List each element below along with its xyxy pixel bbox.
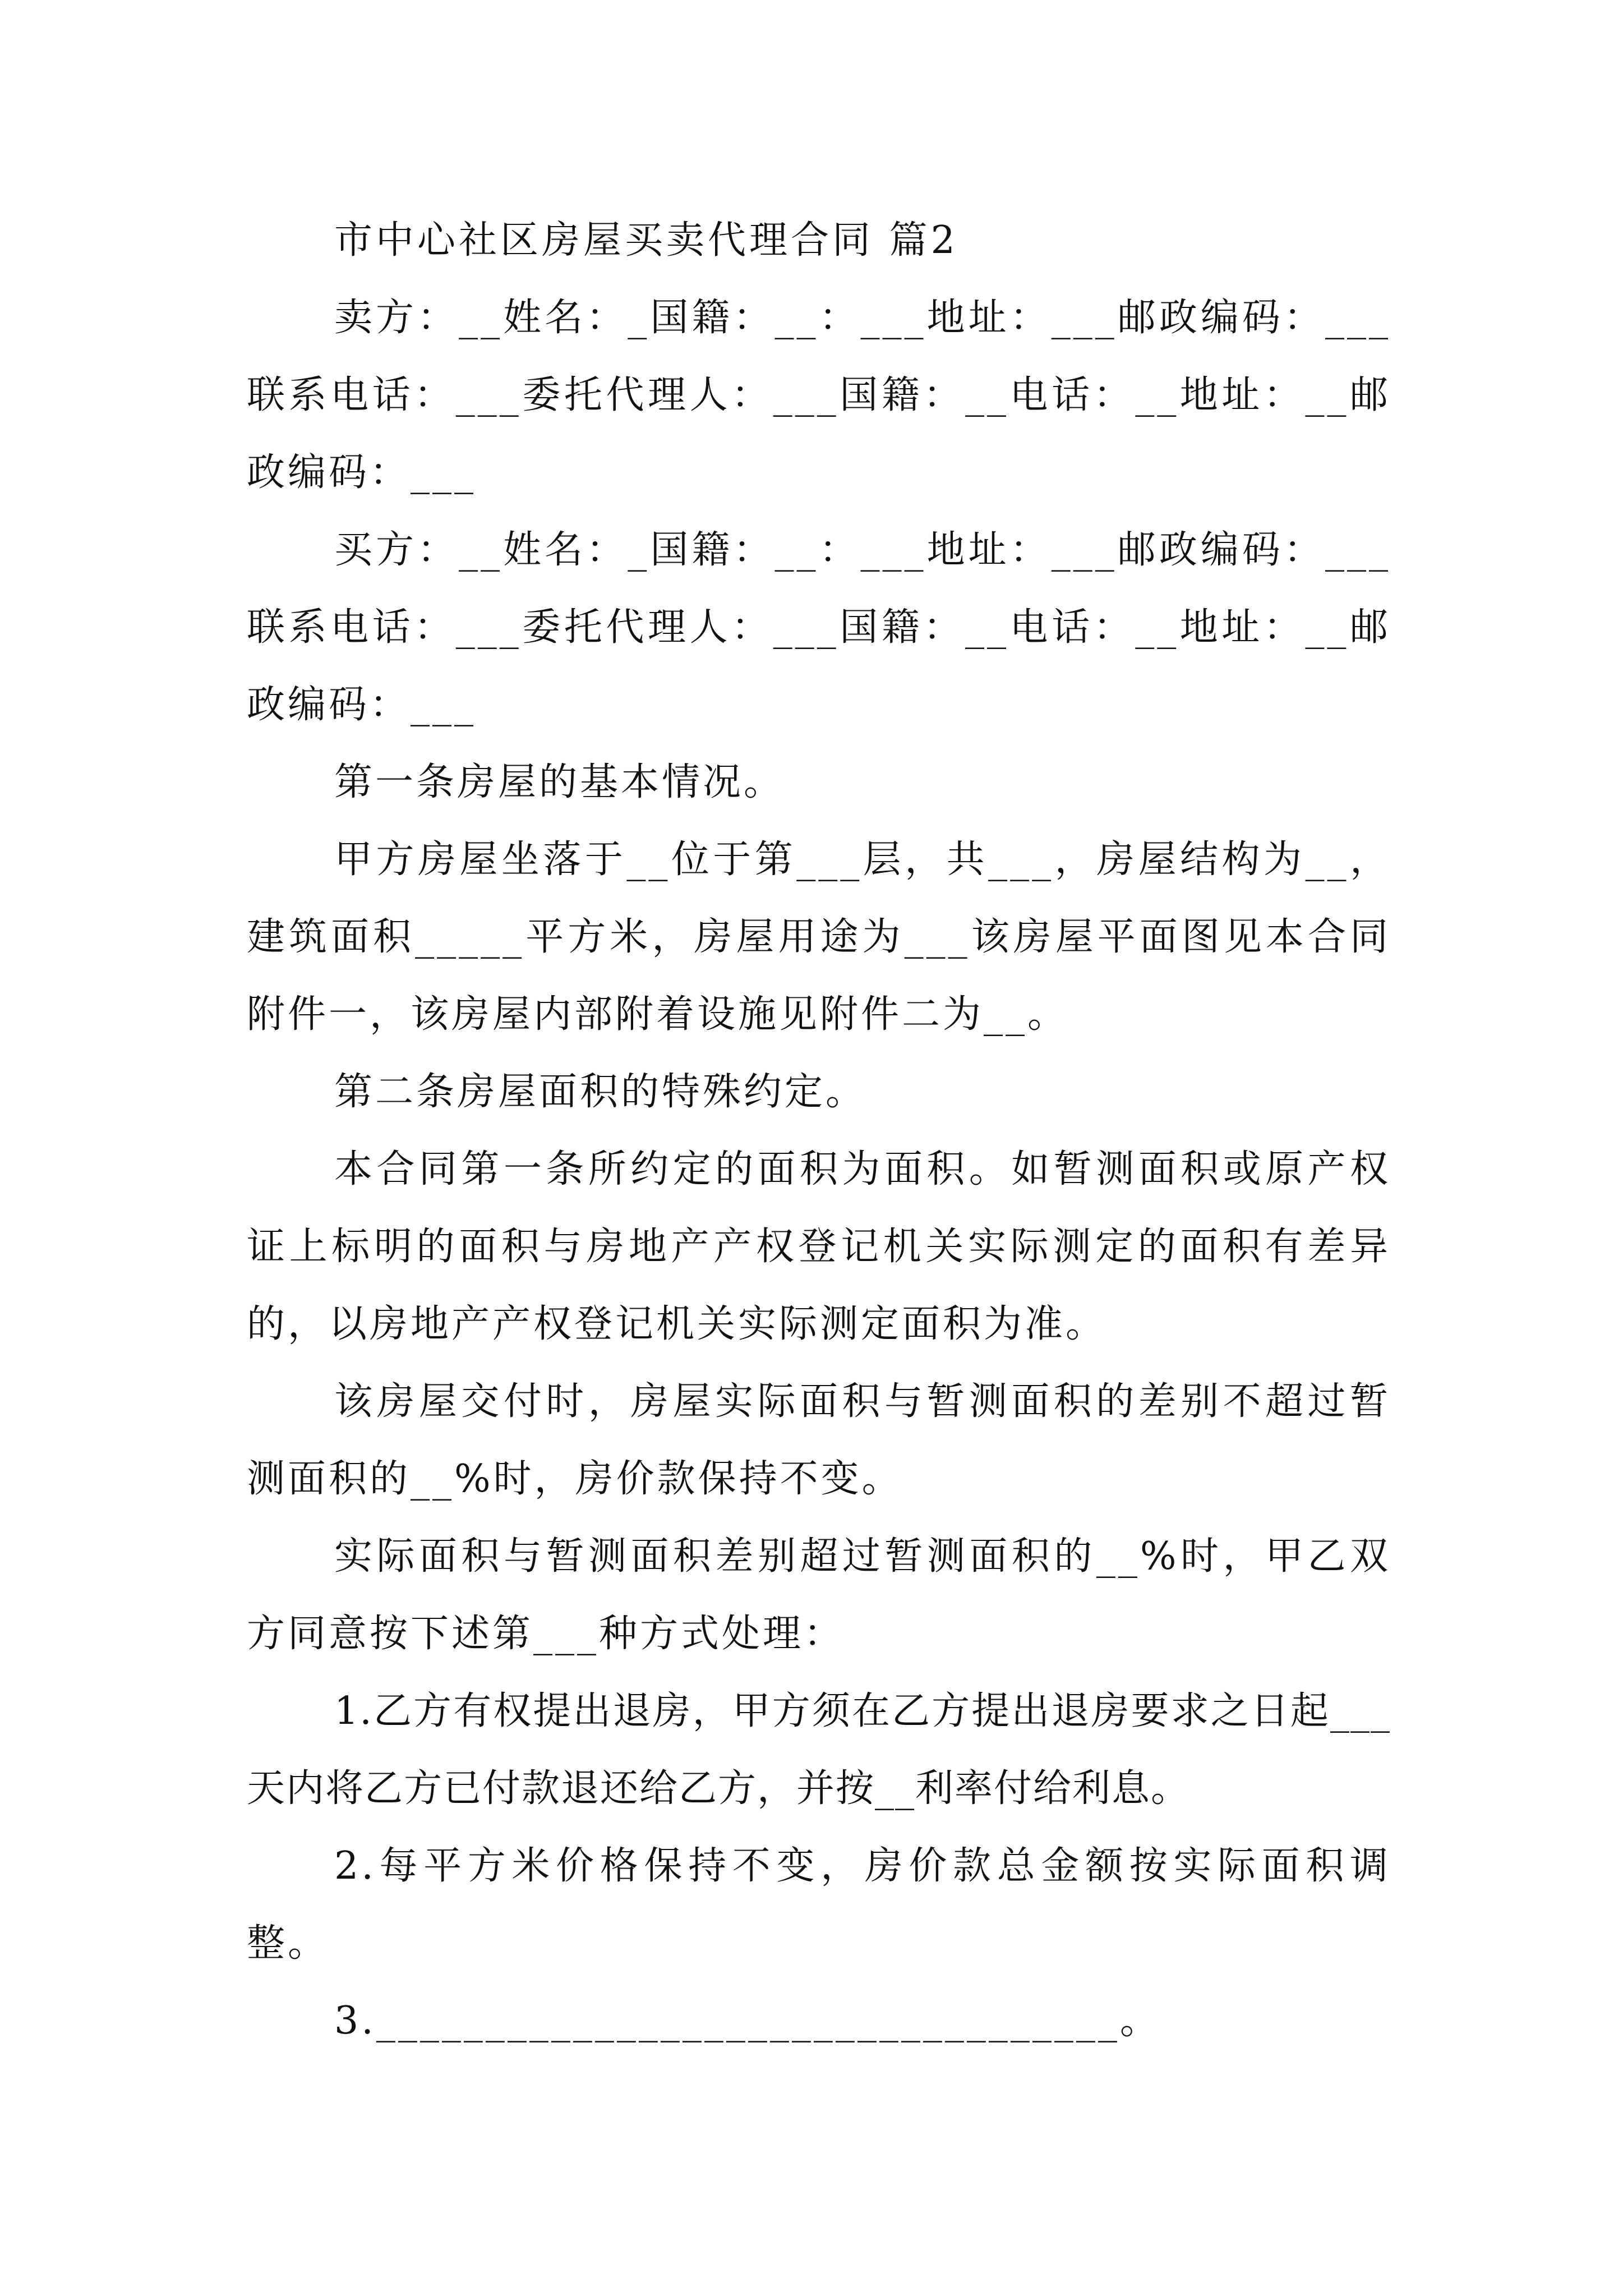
article2-heading: 第二条房屋面积的特殊约定。 [334,1070,867,1114]
article1-heading: 第一条房屋的基本情况。 [334,760,785,804]
option-2: 2.每平方米价格保持不变，房价款总金额按实际面积调整。 [247,1844,1391,1966]
article2-body-3: 实际面积与暂测面积差别超过暂测面积的__%时，甲乙双方同意按下述第___种方式处理： [247,1534,1391,1656]
option-1: 1.乙方有权提出退房，甲方须在乙方提出退房要求之日起___天内将乙方已付款退还给乙方，并按__利率付给利息。 [247,1689,1391,1811]
document-body [247,202,1391,2060]
article2-body-2: 该房屋交付时，房屋实际面积与暂测面积的差别不超过暂测面积的__%时，房价款保持不变。 [247,1379,1391,1501]
option-3: 3.__________________________________。 [334,1999,1161,2043]
article2-body-1: 本合同第一条所约定的面积为面积。如暂测面积或原产权证上标明的面积与房地产产权登记机关实际测定的面积有差异的，以房地产产权登记机关实际测定面积为准。 [247,1147,1391,1346]
article1-body: 甲方房屋坐落于__位于第___层，共___，房屋结构为__，建筑面积_____平方米，房屋用途为___该房屋平面图见本合同附件一，该房屋内部附着设施见附件二为__。 [247,838,1391,1037]
seller-info: 卖方：__姓名：_国籍：__：___地址：___邮政编码：___联系电话：___委托代理人：___国籍：__电话：__地址：__邮政编码：___ [247,296,1391,495]
buyer-info: 买方：__姓名：_国籍：__：___地址：___邮政编码：___联系电话：___委托代理人：___国籍：__电话：__地址：__邮政编码：___ [247,528,1391,727]
document-title: 市中心社区房屋买卖代理合同 篇2 [334,218,958,263]
